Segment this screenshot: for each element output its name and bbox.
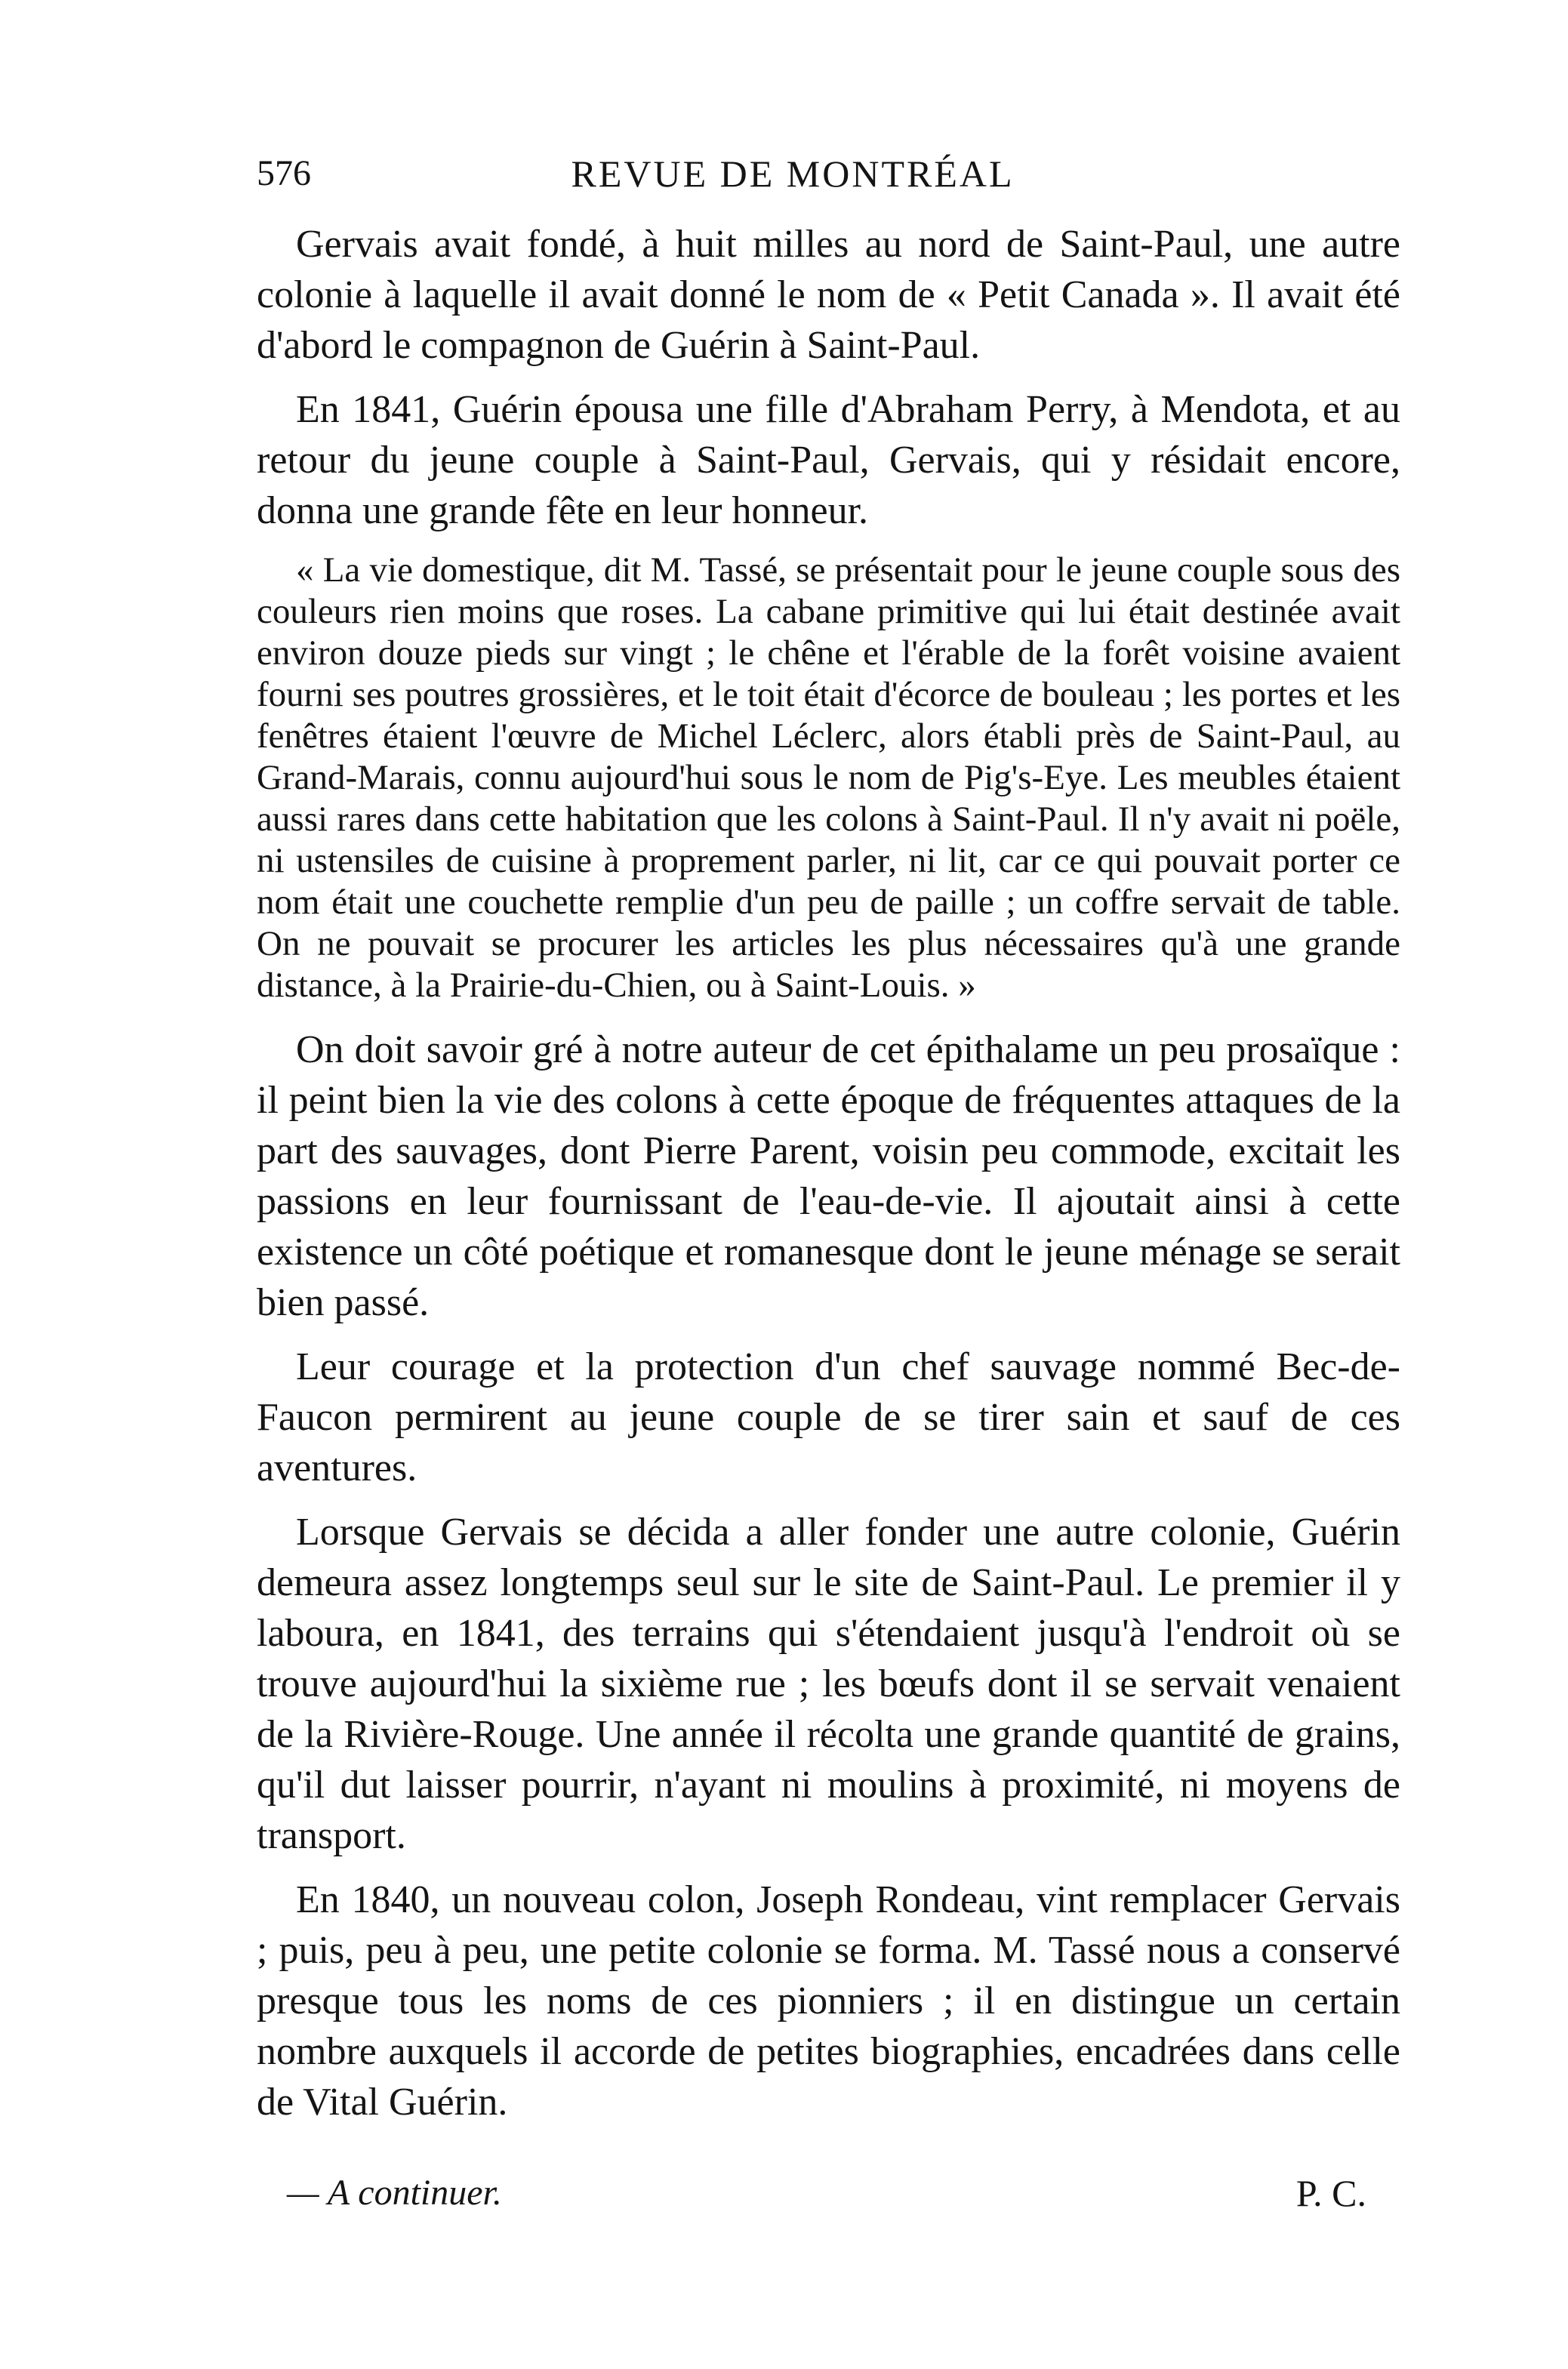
author-initials: P. C. xyxy=(1295,2172,1366,2214)
block-quote: « La vie domestique, dit M. Tassé, se présentait pour le jeune couple sous des couleurs rien moins que roses. La cabane primitive qui lui était destinée avait environ douze pieds sur vingt ; le chêne et l'érable de la forêt voisine avaient fourni ses poutres grossières, et le toit était d'écorce de bouleau ; les portes et les fenêtres étaient l'œuvre de Michel Léclerc, alors établi près de Saint-Paul, au Grand-Marais, connu aujourd'hui sous le nom de Pig's-Eye. Les meubles étaient aussi rares dans cette habitation que les colons à Saint-Paul. Il n'y avait ni poële, ni ustensiles de cuisine à proprement parler, ni lit, car ce qui pouvait porter ce nom était une couchette remplie d'un peu de paille ; un coffre servait de table. On ne pouvait se procurer les articles les plus nécessaires qu'à une grande distance, à la Prairie-du-Chien, ou à Saint-Louis. » xyxy=(257,550,1400,1005)
page-header xyxy=(257,143,1329,204)
paragraph: Gervais avait fondé, à huit milles au nord de Saint-Paul, une autre colonie à laquelle il avait donné le nom de « Petit Canada ». Il avait été d'abord le compagnon de Guérin à Saint-Paul. xyxy=(257,223,1400,367)
signoff-line xyxy=(257,2167,1366,2220)
paragraph: En 1841, Guérin épousa une fille d'Abraham Perry, à Mendota, et au retour du jeune couple à Saint-Paul, Gervais, qui y résidait encore, donna une grande fête en leur honneur. xyxy=(257,388,1400,532)
continue-note: — A continuer. xyxy=(287,2173,502,2213)
body-text xyxy=(257,219,1400,2141)
running-title: REVUE DE MONTRÉAL xyxy=(571,152,1015,195)
paragraph: En 1840, un nouveau colon, Joseph Rondeau, vint remplacer Gervais ; puis, peu à peu, une petite colonie se forma. M. Tassé nous a conservé presque tous les noms de ces pionniers ; il en distingue un certain nombre auxquels il accorde de petites biographies, encadrées dans celle de Vital Guérin. xyxy=(257,1878,1400,2124)
paragraph: On doit savoir gré à notre auteur de cet épithalame un peu prosaïque : il peint bien la vie des colons à cette époque de fréquentes attaques de la part des sauvages, dont Pierre Parent, voisin peu commode, excitait les passions en leur fournissant de l'eau-de-vie. Il ajoutait ainsi à cette existence un côté poétique et romanesque dont le jeune ménage se serait bien passé. xyxy=(257,1028,1400,1324)
paragraph: Leur courage et la protection d'un chef sauvage nommé Bec-de-Faucon permirent au jeune couple de se tirer sain et sauf de ces aventures. xyxy=(257,1345,1400,1489)
paragraph: Lorsque Gervais se décida a aller fonder une autre colonie, Guérin demeura assez longtemps seul sur le site de Saint-Paul. Le premier il y laboura, en 1841, des terrains qui s'étendaient jusqu'à l'endroit où se trouve aujourd'hui la sixième rue ; les bœufs dont il se servait venaient de la Rivière-Rouge. Une année il récolta une grande quantité de grains, qu'il dut laisser pourrir, n'ayant ni moulins à proximité, ni moyens de transport. xyxy=(257,1511,1400,1857)
page-number: 576 xyxy=(257,153,311,193)
